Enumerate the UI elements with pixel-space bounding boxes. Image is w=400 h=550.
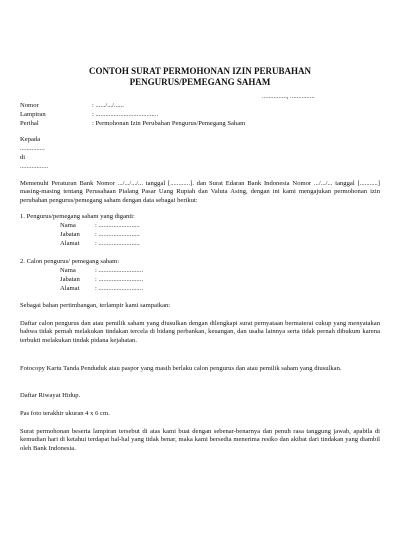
attachment-item: Pas foto terakhir ukuran 4 x 6 cm.	[20, 410, 110, 417]
closing-paragraph: Surat permohonan beserta lampiran tersebut di atas kami buat dengan sebenar-benarnya dan penuh rasa tanggung jawab, apabila di kemudian hari di ketahui terdapat hal-hal yang tidak benar, maka kami bersedia menerima resiko dan akibat dari tindakan yang diambil oleh Bank Indonesia.	[20, 428, 380, 452]
document-title-line2: PENGURUS/PEMEGANG SAHAM	[129, 77, 271, 87]
opening-paragraph: Memenuhi Peraturan Bank Nomor .../.../.../... tanggal [............]. dan Surat Edaran Bank Indonesia Nomor .../.../... tanggal [...........] masing-masing tentang Perusahaan Pialang Pasar Uang Rupiah dan Valuta Asing, dengan ini kami mengajukan permohonan izin perubahan pengurus/pemegang saham dengan data sebagai berikut:	[20, 180, 380, 204]
section1-alamat-value: : .........................	[95, 240, 140, 247]
section2-nama-value: : ...........................	[95, 267, 143, 274]
recipient-location-dots: .................	[20, 163, 49, 170]
section2-alamat-label: Alamat	[60, 285, 80, 292]
perihal-label: Perihal	[20, 120, 39, 127]
section1-jabatan-label: Jabatan	[60, 231, 80, 238]
recipient-kepada: Kepada	[20, 136, 41, 143]
recipient-di: di	[20, 154, 26, 161]
recipient-name-dots: ...............	[20, 145, 45, 152]
section2-jabatan-value: : ...........................	[95, 276, 143, 283]
section1-jabatan-value: : .........................	[95, 231, 140, 238]
section1-heading: 1. Pengurus/pemegang saham yang diganti:	[20, 213, 135, 220]
section2-heading: 2. Calon pengurus/ pemegang saham:	[20, 258, 120, 265]
nomor-label: Nomor	[20, 102, 39, 109]
nomor-value: : ....../.../......	[92, 102, 124, 109]
section1-nama-value: : .........................	[95, 222, 140, 229]
attachment-item: Daftar calon pengurus dan atau pemilik saham yang diusulkan dengan dilengkapi surat pernyataan bermaterai cukup yang menyatakan bahwa tidak pernah melakukan tindakan tercela di bidang perbankan, keuangan, dan usaha lainnya serta tidak pernah dihukum karena terbukti melakukan tindak pidana kejahatan.	[20, 320, 380, 344]
lampiran-label: Lampiran	[20, 111, 46, 118]
document-title-line1: CONTOH SURAT PERMOHONAN IZIN PERUBAHAN	[88, 66, 312, 76]
date-line: ..............., ...............	[262, 93, 315, 100]
attachment-item: Daftar Riwayat Hidup.	[20, 392, 81, 399]
section2-jabatan-label: Jabatan	[60, 276, 80, 283]
section2-alamat-value: : ...........................	[95, 285, 143, 292]
section1-nama-label: Nama	[60, 222, 76, 229]
attachment-item: Fotocopy Kartu Tanda Penduduk atau paspor yang masih berlaku calon pengurus dan atau pemilik saham yang diusulkan.	[20, 365, 342, 372]
attachment-intro: Sebagai bahan pertimbangan, terlampir kami sampaikan:	[20, 302, 171, 309]
section1-alamat-label: Alamat	[60, 240, 80, 247]
perihal-value: : Permohonan Izin Perubahan Pengurus/Pemegang Saham	[92, 120, 246, 127]
lampiran-value: : ......................................	[92, 111, 159, 118]
section2-nama-label: Nama	[60, 267, 76, 274]
